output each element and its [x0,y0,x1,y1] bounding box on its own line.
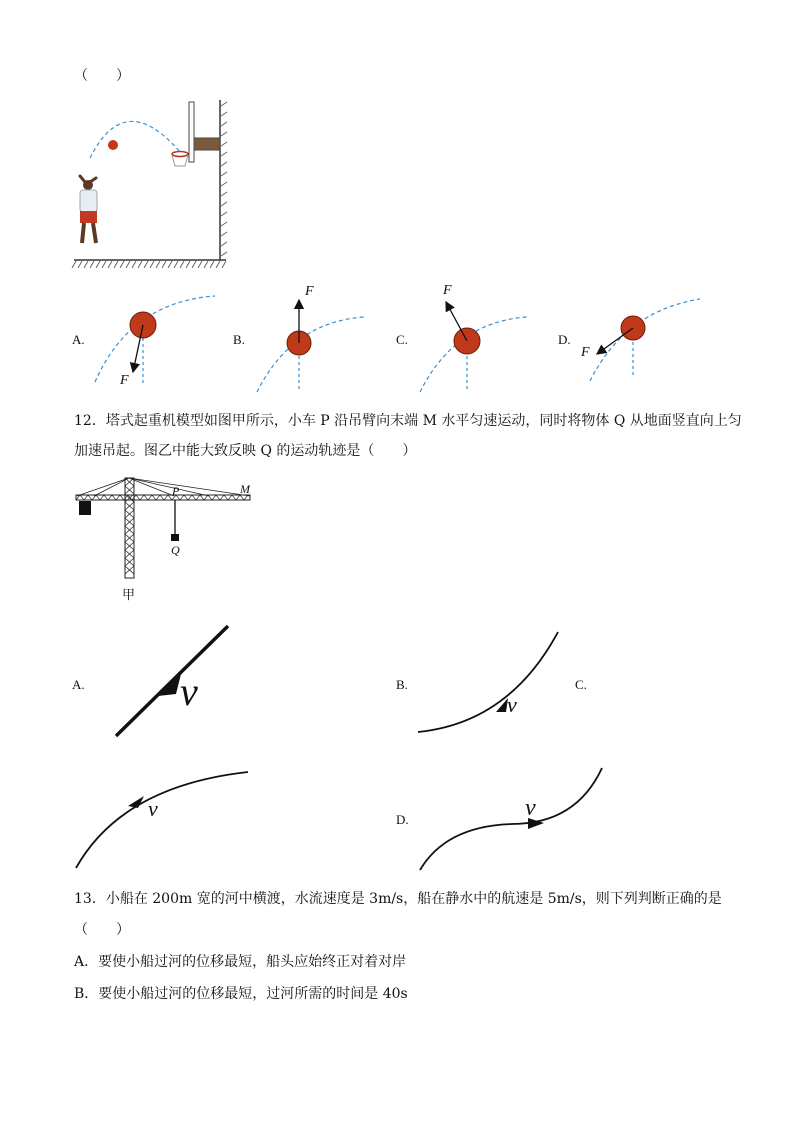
q11-b-force-label: F [305,284,314,299]
q13-stem-line1: 13．小船在 200m 宽的河中横渡，水流速度是 3m/s，船在静水中的航速是 5m/s，则下列判断正确的是 [74,891,722,907]
tower-crane-figure [74,474,254,584]
q11-option-d-figure [585,296,705,386]
q11-a-force-label: F [120,373,129,388]
crane-label-m: M [240,482,250,496]
q12-c-velocity-label: v [148,796,158,821]
q12-option-a-figure [110,622,235,740]
basketball-scene-figure [70,98,230,273]
q12-d-velocity-label: v [525,795,536,821]
q11-option-c-figure [415,312,530,397]
q12-option-b-label: B. [396,677,408,692]
crane-label-p: P [172,484,180,498]
q12-option-c-label: C. [575,677,587,692]
q12-option-b-figure [414,628,564,736]
crane-figure-caption: 甲 [122,588,136,603]
q11-option-b-figure [252,312,367,397]
q11-option-a-label: A. [72,332,85,347]
q11-option-d-label: D. [558,332,571,347]
q12-option-d-figure [416,766,608,874]
q12-option-a-label: A. [72,677,85,692]
q13-answer-paren: （ ） [74,922,130,938]
q11-answer-paren: （ ） [74,68,130,84]
q11-c-force-label: F [443,283,452,298]
q11-option-c-label: C. [396,332,408,347]
q13-option-b: B．要使小船过河的位移最短，过河所需的时间是 40s [74,986,408,1002]
q13-option-a: A．要使小船过河的位移最短，船头应始终正对着对岸 [74,954,407,970]
q11-d-force-label: F [581,345,590,360]
crane-label-q: Q [171,543,180,557]
q11-option-a-figure [90,292,220,392]
q12-option-d-label: D. [396,812,409,827]
q12-stem-line2: 加速吊起。图乙中能大致反映 Q 的运动轨迹是（ ） [74,443,417,459]
q12-option-c-figure [72,768,252,872]
q12-a-velocity-label: v [180,669,198,714]
q12-b-velocity-label: v [507,692,517,717]
q11-option-b-label: B. [233,332,245,347]
q12-stem-line1: 12．塔式起重机模型如图甲所示，小车 P 沿吊臂向末端 M 水平匀速运动，同时将物体 Q 从地面竖直向上匀 [74,413,742,429]
